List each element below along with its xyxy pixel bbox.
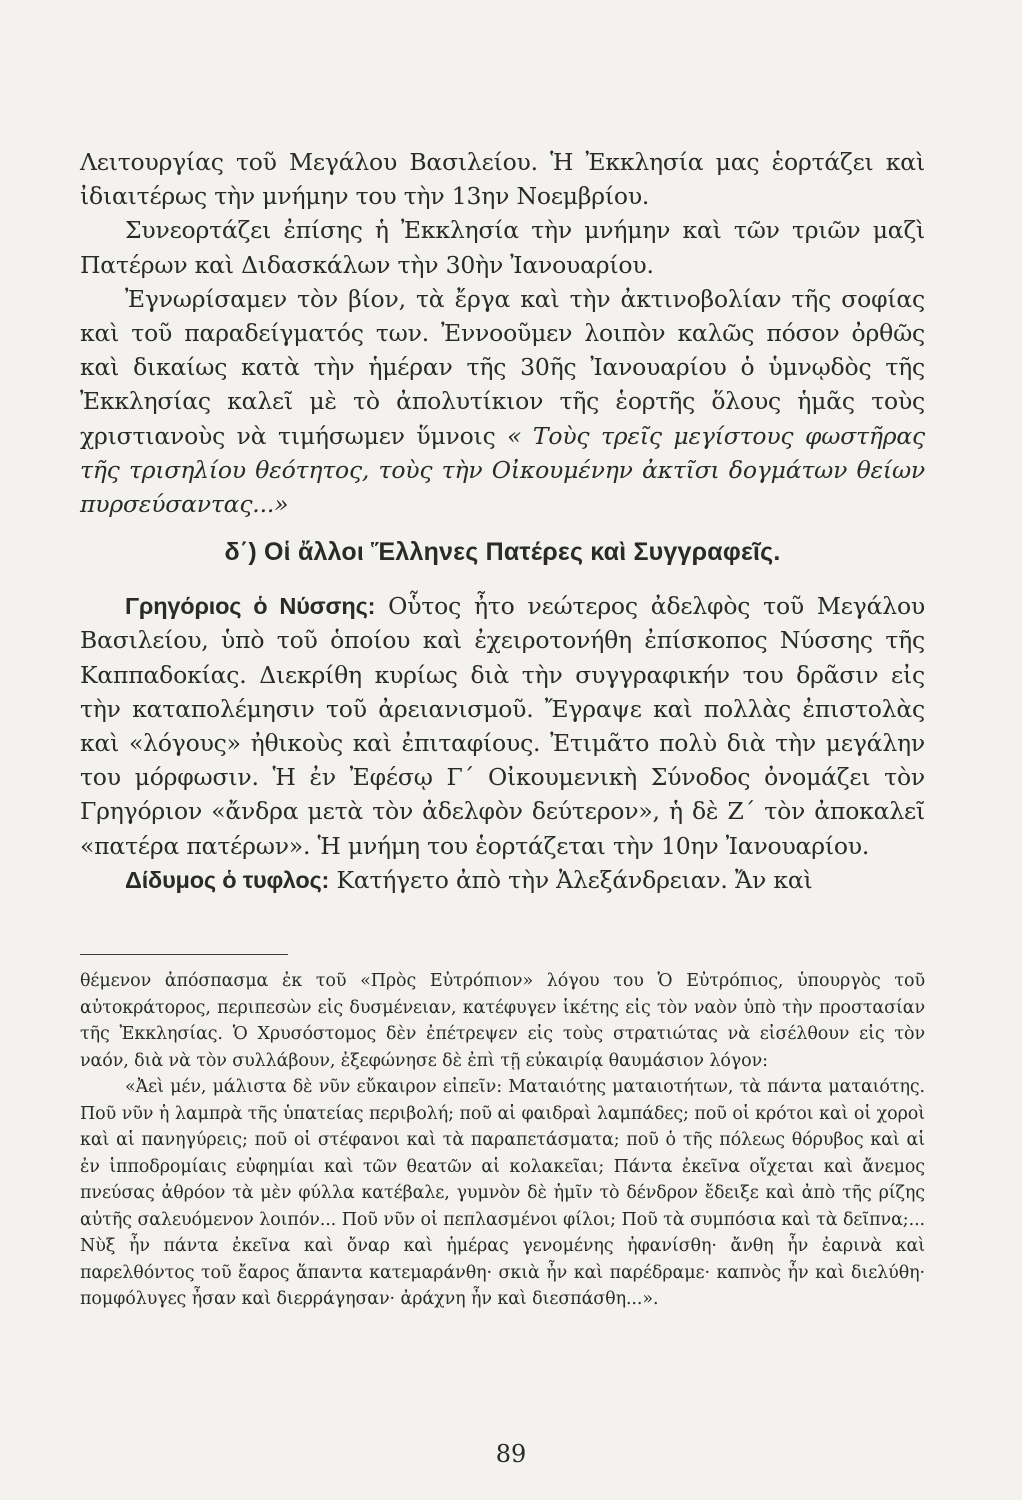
paragraph-gregory — [80, 589, 925, 863]
footnote-divider — [80, 954, 288, 955]
section-heading: δ΄) Οἱ ἄλλοι Ἕλληνες Πατέρες καὶ Συγγραφεῖς. — [224, 538, 781, 567]
footnote — [80, 968, 925, 1313]
didymus-text: Κατήγετο ἀπὸ τὴν Ἀλεξάνδρειαν. Ἄν καὶ — [336, 865, 813, 894]
page-number: 89 — [495, 1440, 527, 1468]
paragraph-didymus — [80, 863, 925, 897]
main-text — [80, 145, 925, 897]
paragraph-three-hierarchs: Συνεορτάζει ἐπίσης ἡ Ἐκκλησία τὴν μνήμην καὶ τῶν τριῶν μαζὶ Πατέρων καὶ Διδασκάλων τὴν 30ὴν Ἰανουαρίου. — [80, 216, 925, 279]
didymus-name: Δίδυμος ὁ τυφλος: — [125, 866, 330, 893]
apolytikion-quote: « Τοὺς τρεῖς μεγίστους φωστῆρας τῆς τρισηλίου θεότητος, τοὺς τὴν Οἰκουμένην ἀκτῖσι δογμάτων θείων πυρσεύσαντας...» — [80, 421, 925, 519]
footnote-intro: θέμενον ἀπόσπασμα ἐκ τοῦ «Πρὸς Εὐτρόπιον» λόγου του Ὁ Εὐτρόπιος, ὑπουργὸς τοῦ αὐτοκράτορος, περιπεσὼν εἰς δυσμένειαν, κατέφυγεν ἱκέτης εἰς τὸν ναὸν ὑπὸ τὴν προστασίαν τῆς Ἐκκλησίας. Ὁ Χρυσόστομος δὲν ἐπέτρεψεν εἰς τοὺς στρατιώτας νὰ εἰσέλθουν εἰς τὸν ναόν, διὰ νὰ τὸν συλλάβουν, ἐξεφώνησε δὲ ἐπὶ τῇ εὐκαιρίᾳ θαυμάσιον λόγον: — [80, 971, 925, 1071]
paragraph-hymn-text: Ἐγνωρίσαμεν τὸν βίον, τὰ ἔργα καὶ τὴν ἀκτινοβολίαν τῆς σοφίας καὶ τοῦ παραδείγματός των. Ἐννοοῦμεν λοιπὸν καλῶς πόσον ὀρθῶς καὶ δικαίως κατὰ τὴν ἡμέραν τῆς 30ῆς Ἰανουαρίου ὁ ὑμνῳδὸς τῆς Ἐκκλησίας καλεῖ μὲ τὸ ἀπολυτίκιον τῆς ἑορτῆς ὅλους ἡμᾶς τοὺς χριστιανοὺς νὰ τιμήσωμεν ὕμνοις — [80, 284, 925, 450]
footnote-quote: «Ἀεὶ μέν, μάλιστα δὲ νῦν εὔκαιρον εἰπεῖν: Ματαιότης ματαιοτήτων, τὰ πάντα ματαιότης. Ποῦ νῦν ἡ λαμπρὰ τῆς ὑπατείας περιβολή; ποῦ αἱ φαιδραὶ λαμπάδες; ποῦ οἱ κρότοι καὶ οἱ χοροὶ καὶ αἱ πανηγύρεις; ποῦ οἱ στέφανοι καὶ τὰ παραπετάσματα; ποῦ ὁ τῆς πόλεως θόρυβος καὶ αἱ ἐν ἱπποδρομίαις εὐφημίαι καὶ τῶν θεατῶν αἱ κολακεῖαι; Πάντα ἐκεῖνα οἴχεται καὶ ἄνεμος πνεύσας ἀθρόον τὰ μὲν φύλλα κατέβαλε, γυμνὸν δὲ ἡμῖν τὸ δένδρον ἔδειξε καὶ ἀπὸ τῆς ρίζης αὐτῆς σαλευόμενον λοιπόν... Ποῦ νῦν οἱ πεπλασμένοι φίλοι; Ποῦ τὰ συμπόσια καὶ τὰ δεῖπνα;... Νὺξ ἦν πάντα ἐκεῖνα καὶ ὄναρ καὶ ἡμέρας γενομένης ἠφανίσθη· ἄνθη ἦν ἐαρινὰ καὶ παρελθόντος τοῦ ἔαρος ἅπαντα κατεμαράνθη· σκιὰ ἦν καὶ παρέδραμε· καπνὸς ἦν καὶ διελύθη· πομφόλυγες ἦσαν καὶ διερράγησαν· ἀράχνη ἦν καὶ διεσπάσθη...». — [80, 1077, 925, 1309]
paragraph-hymn — [80, 282, 925, 521]
paragraph-liturgy: Λειτουργίας τοῦ Μεγάλου Βασιλείου. Ἡ Ἐκκλησία μας ἑορτάζει καὶ ἰδιαιτέρως τὴν μνήμην του τὴν 13ην Νοεμβρίου. — [80, 148, 925, 211]
gregory-text: Οὗτος ἦτο νεώτερος ἀδελφὸς τοῦ Μεγάλου Βασιλείου, ὑπὸ τοῦ ὁποίου καὶ ἐχειροτονήθη ἐπίσκοπος Νύσσης τῆς Καππαδοκίας. Διεκρίθη κυρίως διὰ τὴν συγγραφικήν του δρᾶσιν εἰς τὴν καταπολέμησιν τοῦ ἀρειανισμοῦ. Ἔγραψε καὶ πολλὰς ἐπιστολὰς καὶ «λόγους» ἠθικοὺς καὶ ἐπιταφίους. Ἐτιμᾶτο πολὺ διὰ τὴν μεγάλην του μόρφωσιν. Ἡ ἐν Ἐφέσῳ Γ΄ Οἰκουμενικὴ Σύνοδος ὀνομάζει τὸν Γρηγόριον «ἄνδρα μετὰ τὸν ἀδελφὸν δεύτερον», ἡ δὲ Ζ΄ τὸν ἀποκαλεῖ «πατέρα πατέρων». Ἡ μνήμη του ἑορτάζεται τὴν 10ην Ἰανουαρίου. — [80, 592, 926, 860]
gregory-name: Γρηγόριος ὁ Νύσσης: — [125, 593, 376, 620]
